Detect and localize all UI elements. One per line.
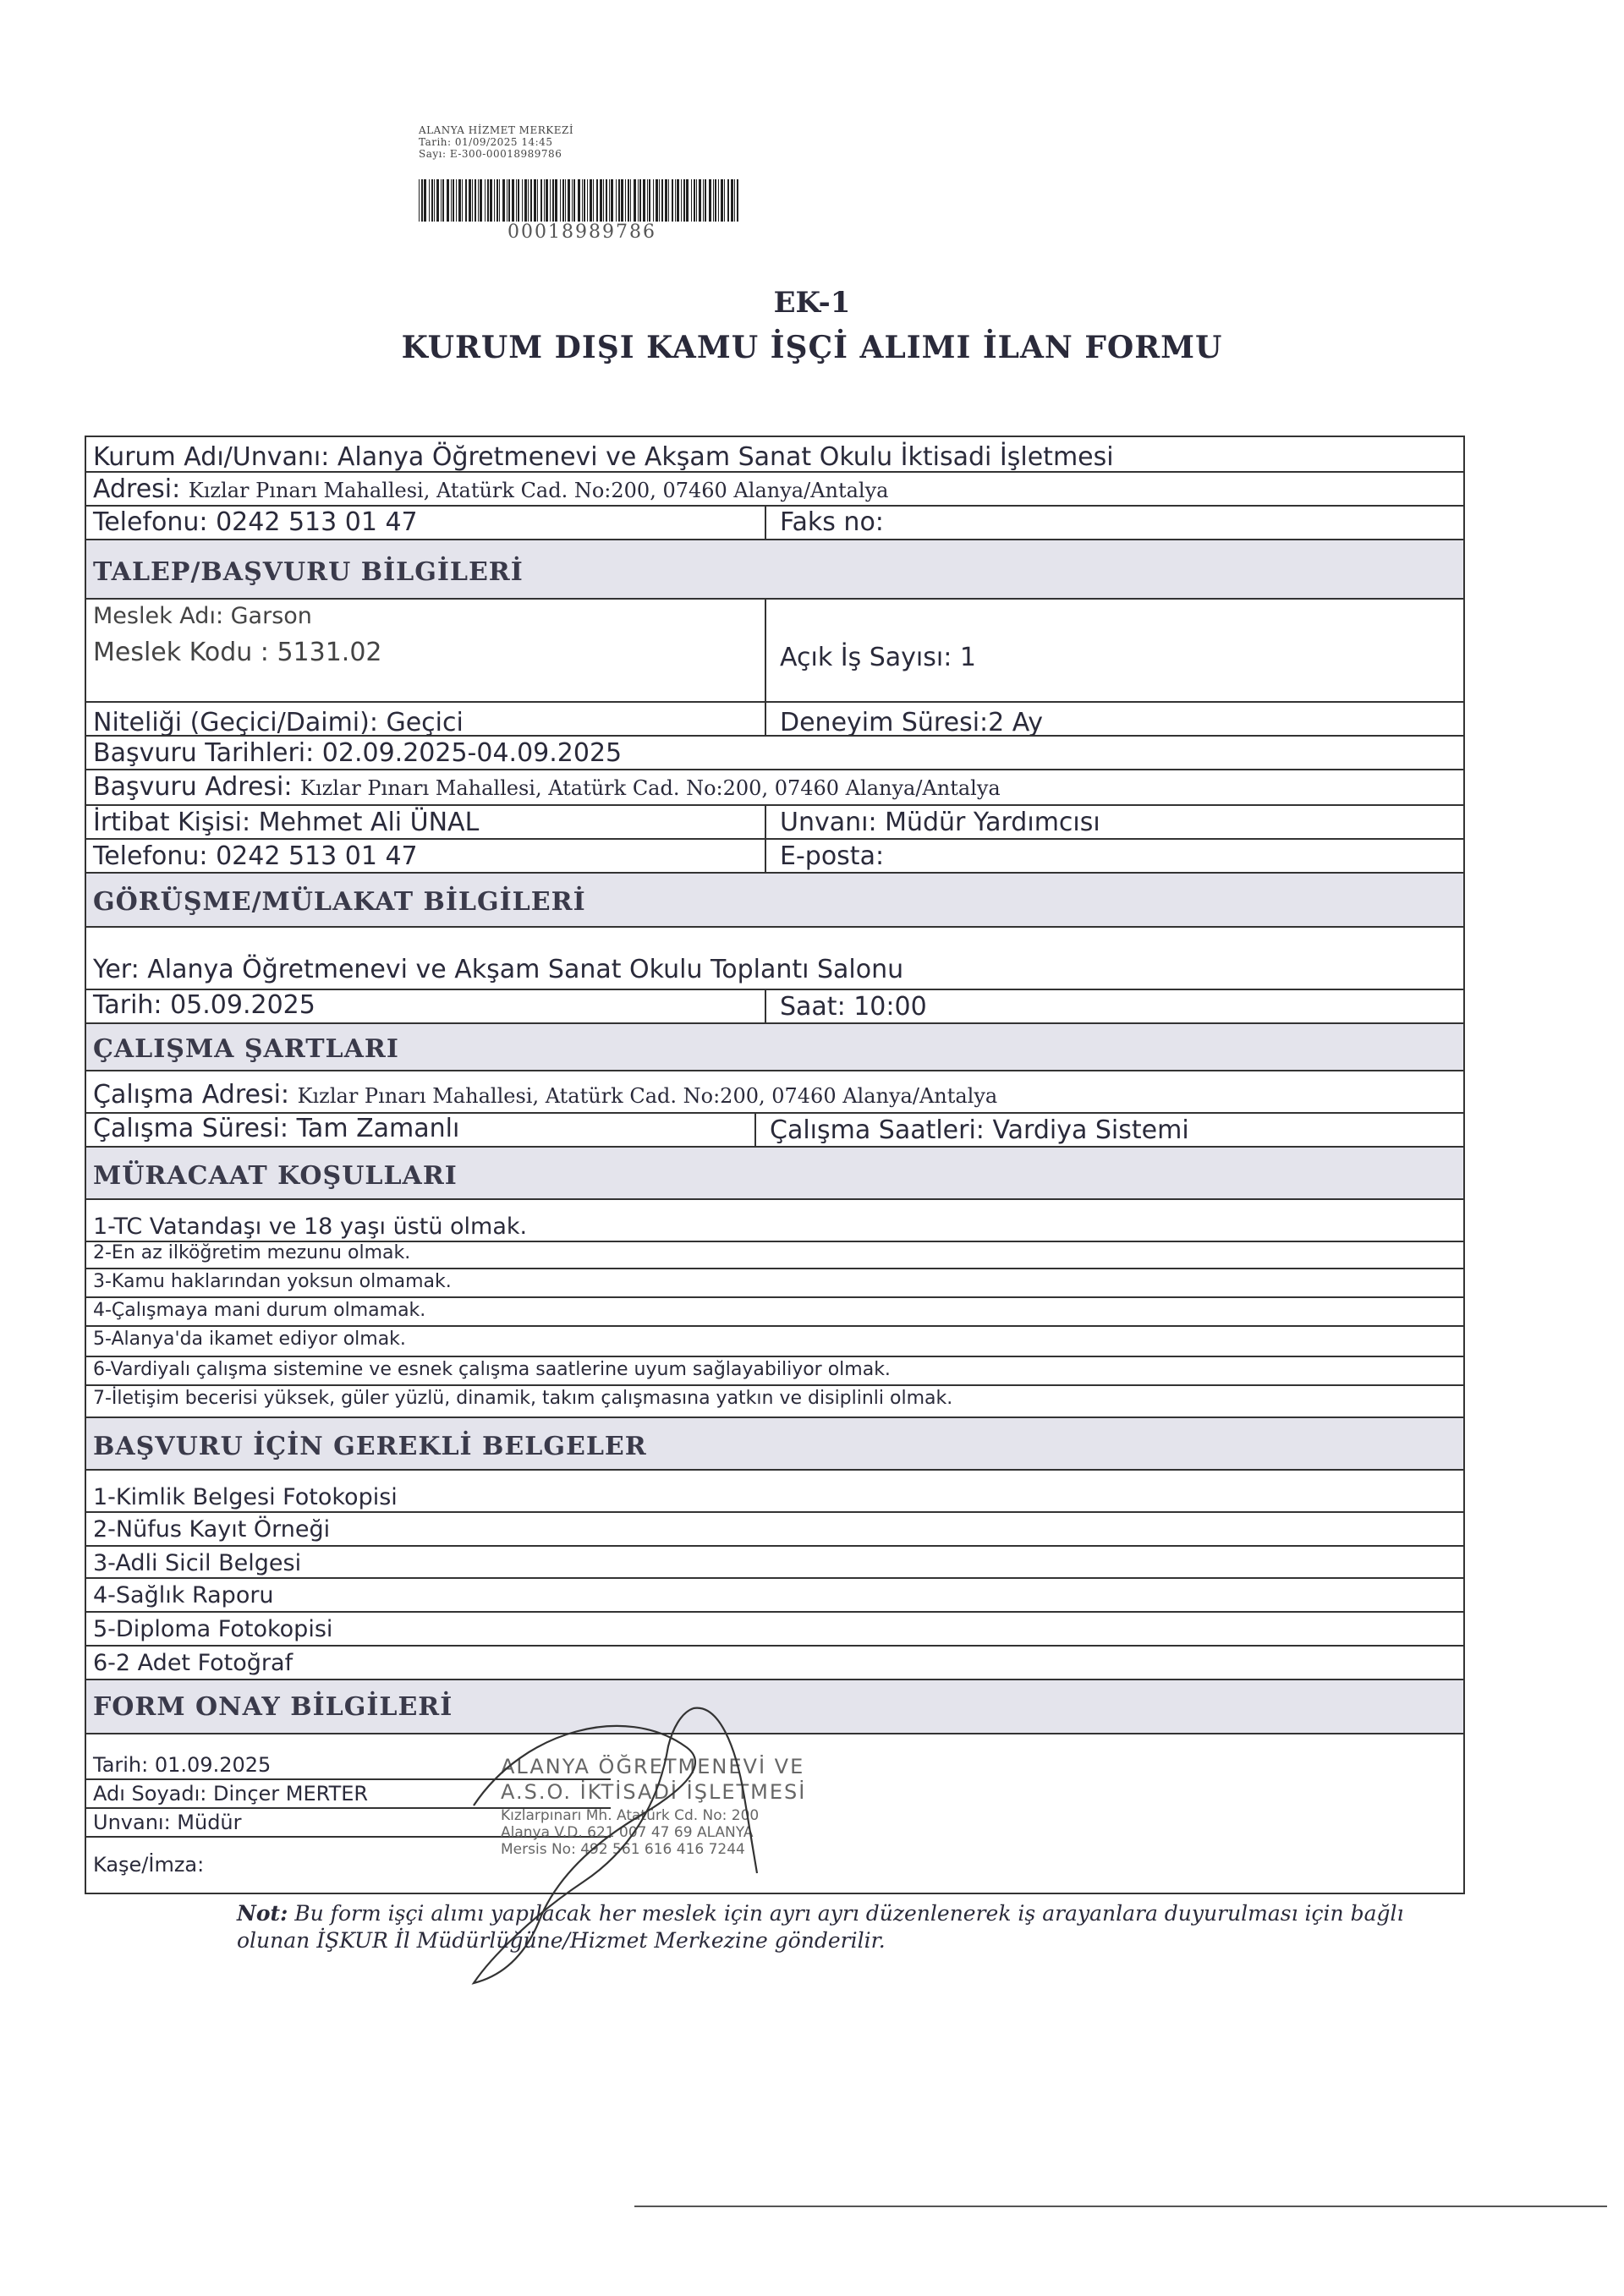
working-address [93, 1080, 997, 1110]
barcode-bar [668, 179, 669, 222]
barcode-bar [653, 179, 654, 222]
institution-fax: Faks no: [780, 507, 884, 537]
interview-place: Yer: Alanya Öğretmenevi ve Akşam Sanat Okulu Toplantı Salonu [93, 955, 904, 984]
barcode-bar [458, 179, 461, 222]
document-item: 6-2 Adet Fotoğraf [93, 1650, 294, 1676]
barcode-bar [587, 179, 588, 222]
section-approval-title: FORM ONAY BİLGİLERİ [93, 1692, 453, 1722]
barcode-bar [540, 179, 542, 222]
barcode-bar [705, 179, 706, 222]
barcode-bar [709, 179, 711, 222]
barcode-bar [436, 179, 439, 222]
footer-note [237, 1900, 1455, 1954]
barcode-bar [656, 179, 658, 222]
institution-address-label: Adresi: [93, 474, 181, 504]
seal-line: Alanya V.D. 621 007 47 69 ALANYA [501, 1824, 754, 1841]
barcode-bar [478, 179, 479, 222]
approval-date: Tarih: 01.09.2025 [93, 1753, 272, 1777]
barcode-bar [562, 179, 564, 222]
barcode-bar [649, 179, 650, 222]
barcode-bar [638, 179, 639, 222]
barcode-bar [647, 179, 648, 222]
institution-address [93, 474, 888, 504]
announcement-form [85, 436, 1465, 1894]
barcode-bar [596, 179, 598, 222]
barcode-bar [621, 179, 623, 222]
barcode-bar [731, 179, 733, 222]
barcode-bar [447, 179, 449, 222]
barcode-bar [609, 179, 610, 222]
barcode-bar [465, 179, 467, 222]
condition-item: 2-En az ilköğretim mezunu olmak. [93, 1242, 411, 1263]
barcode-bar [625, 179, 626, 222]
barcode-bar [442, 179, 444, 222]
document-item: 4-Sağlık Raporu [93, 1582, 274, 1608]
approval-stamp-signature: Kaşe/İmza: [93, 1853, 205, 1877]
barcode-bar [456, 179, 457, 222]
barcode-bar [643, 179, 645, 222]
barcode-bar [507, 179, 508, 222]
section-working-title: ÇALIŞMA ŞARTLARI [93, 1034, 399, 1064]
barcode-bar [451, 179, 452, 222]
working-hours: Çalışma Saatleri: Vardiya Sistemi [770, 1115, 1189, 1145]
job-code: Meslek Kodu : 5131.02 [93, 638, 382, 667]
contact-email: E-posta: [780, 841, 885, 871]
document-item: 3-Adli Sicil Belgesi [93, 1550, 302, 1576]
barcode-bar [603, 179, 604, 222]
application-address-value: Kızlar Pınarı Mahallesi, Atatürk Cad. No:200, 07460 Alanya/Antalya [300, 776, 1001, 800]
barcode-bar [424, 179, 426, 222]
registry-stamp [419, 124, 639, 160]
barcode-bar [634, 179, 636, 222]
condition-item: 3-Kamu haklarından yoksun olmamak. [93, 1271, 452, 1292]
barcode-bar [737, 179, 738, 222]
barcode-bar [434, 179, 435, 222]
barcode-bar [480, 179, 482, 222]
application-address-label: Başvuru Adresi: [93, 772, 293, 802]
barcode-bar [713, 179, 714, 222]
barcode-bar [572, 179, 573, 222]
barcode-bar [508, 179, 510, 222]
barcode-bar [429, 179, 430, 222]
barcode-bar [524, 179, 527, 222]
barcode-bar [530, 179, 532, 222]
barcode-bar [502, 179, 505, 222]
barcode-bar [546, 179, 548, 222]
barcode-bar [528, 179, 529, 222]
barcode-bar [494, 179, 495, 222]
interview-date: Tarih: 05.09.2025 [93, 990, 315, 1020]
barcode-bar [616, 179, 617, 222]
seal-line: Mersis No: 492 561 616 416 7244 [501, 1841, 745, 1858]
barcode-bar [611, 179, 613, 222]
document-item: 2-Nüfus Kayıt Örneği [93, 1516, 331, 1543]
bottom-divider [634, 2206, 1607, 2207]
institution-name-value: Alanya Öğretmenevi ve Akşam Sanat Okulu İktisadi İşletmesi [337, 442, 1114, 472]
document-item: 1-Kimlik Belgesi Fotokopisi [93, 1484, 398, 1510]
barcode-bar [560, 179, 561, 222]
barcode-bar [691, 179, 692, 222]
seal-line: A.S.O. İKTİSADİ İŞLETMESİ [501, 1780, 807, 1804]
institution-address-value: Kızlar Pınarı Mahallesi, Atatürk Cad. No:200, 07460 Alanya/Antalya [188, 479, 889, 502]
form-annex-label: EK-1 [773, 286, 851, 320]
barcode-bar [552, 179, 554, 222]
barcode-bar [718, 179, 719, 222]
barcode-bar [677, 179, 679, 222]
barcode-bar [590, 179, 592, 222]
barcode-bar [681, 179, 682, 222]
experience: Deneyim Süresi:2 Ay [780, 708, 1044, 737]
barcode-bar [534, 179, 536, 222]
condition-item: 4-Çalışmaya mani durum olmamak. [93, 1300, 426, 1321]
barcode-bar [522, 179, 523, 222]
institution-phone: Telefonu: 0242 513 01 47 [93, 507, 418, 537]
barcode-bar [683, 179, 685, 222]
barcode-bar [518, 179, 519, 222]
barcode-bar [593, 179, 594, 222]
institution-name-label: Kurum Adı/Unvanı: [93, 442, 330, 472]
barcode-bar [475, 179, 476, 222]
barcode-bar [497, 179, 498, 222]
contact-person: İrtibat Kişisi: Mehmet Ali ÜNAL [93, 808, 480, 837]
barcode [419, 179, 740, 222]
working-address-value: Kızlar Pınarı Mahallesi, Atatürk Cad. No:200, 07460 Alanya/Antalya [297, 1084, 998, 1108]
barcode-bar [665, 179, 667, 222]
contact-phone: Telefonu: 0242 513 01 47 [93, 841, 418, 871]
barcode-bar [686, 179, 689, 222]
barcode-bar [419, 179, 420, 222]
barcode-bar [606, 179, 607, 222]
barcode-bar [630, 179, 631, 222]
barcode-bar [715, 179, 716, 222]
note-label: Not: [237, 1901, 288, 1926]
barcode-bar [462, 179, 463, 222]
barcode-bar [512, 179, 514, 222]
barcode-bar [550, 179, 551, 222]
barcode-bar [661, 179, 663, 222]
barcode-bar [453, 179, 454, 222]
condition-item: 6-Vardiyalı çalışma sistemine ve esnek çalışma saatlerine uyum sağlayabiliyor olmak. [93, 1359, 891, 1380]
section-request-title: TALEP/BAŞVURU BİLGİLERİ [93, 557, 524, 587]
barcode-bar [555, 179, 557, 222]
stamp-date: Tarih: 01/09/2025 14:45 [419, 136, 553, 148]
barcode-bar [672, 179, 673, 222]
signature [457, 1696, 998, 2017]
barcode-bar [721, 179, 723, 222]
barcode-bar [421, 179, 423, 222]
barcode-bar [578, 179, 580, 222]
section-interview-title: GÖRÜŞME/MÜLAKAT BİLGİLERİ [93, 887, 586, 917]
interview-time: Saat: 10:00 [780, 992, 927, 1022]
barcode-bar [582, 179, 583, 222]
open-positions: Açık İş Sayısı: 1 [780, 643, 976, 672]
form-title: KURUM DIŞI KAMU İŞÇİ ALIMI İLAN FORMU [401, 330, 1223, 365]
barcode-bar [568, 179, 570, 222]
condition-item: 7-İletişim becerisi yüksek, güler yüzlü, dinamik, takım çalışmasına yatkın ve disiplinli olmak. [93, 1388, 953, 1409]
barcode-bar [696, 179, 697, 222]
barcode-bar [469, 179, 471, 222]
barcode-bar [734, 179, 735, 222]
barcode-bar [727, 179, 729, 222]
barcode-bar [487, 179, 489, 222]
barcode-bar [485, 179, 486, 222]
barcode-bar [600, 179, 602, 222]
barcode-bar [544, 179, 545, 222]
application-address [93, 772, 1001, 802]
barcode-bar [537, 179, 538, 222]
barcode-bar [441, 179, 442, 222]
working-duration: Çalışma Süresi: Tam Zamanlı [93, 1114, 460, 1143]
barcode-bar [472, 179, 473, 222]
barcode-bar [659, 179, 660, 222]
stamp-number: Sayı: E-300-00018989786 [419, 148, 562, 160]
working-address-label: Çalışma Adresi: [93, 1080, 290, 1110]
institution-name [93, 442, 1114, 472]
barcode-bar [675, 179, 676, 222]
stamp-office: ALANYA HİZMET MERKEZİ [419, 124, 574, 136]
seal-line: ALANYA ÖĞRETMENEVİ VE [501, 1755, 805, 1778]
barcode-number: 00018989786 [508, 222, 656, 243]
approval-title: Unvanı: Müdür [93, 1811, 242, 1834]
barcode-bar [573, 179, 575, 222]
note-text: Bu form işçi alımı yapılacak her meslek için ayrı ayrı düzenlenerek iş arayanlara duyurulması için bağlı olunan İŞKUR İl Müdürlüğüne/Hizmet Merkezine gönderilir. [237, 1901, 1404, 1953]
application-dates: Başvuru Tarihleri: 02.09.2025-04.09.2025 [93, 738, 623, 768]
barcode-bar [628, 179, 629, 222]
barcode-bar [703, 179, 704, 222]
section-documents-title: BAŞVURU İÇİN GEREKLİ BELGELER [93, 1432, 647, 1461]
barcode-bar [618, 179, 620, 222]
barcode-bar [516, 179, 517, 222]
barcode-bar [639, 179, 641, 222]
barcode-bar [565, 179, 566, 222]
job-nature: Niteliği (Geçici/Daimi): Geçici [93, 708, 464, 737]
barcode-bar [584, 179, 585, 222]
seal-line: Kızlarpınarı Mh. Atatürk Cd. No: 200 [501, 1807, 760, 1824]
job-name: Meslek Adı: Garson [93, 603, 312, 629]
barcode-bar [699, 179, 701, 222]
barcode-bar [499, 179, 500, 222]
approval-name: Adı Soyadı: Dinçer MERTER [93, 1782, 369, 1806]
barcode-bar [724, 179, 725, 222]
section-conditions-title: MÜRACAAT KOŞULLARI [93, 1161, 458, 1191]
condition-item: 1-TC Vatandaşı ve 18 yaşı üstü olmak. [93, 1214, 528, 1240]
document-item: 5-Diploma Fotokopisi [93, 1616, 333, 1642]
condition-item: 5-Alanya'da ikamet ediyor olmak. [93, 1329, 406, 1350]
barcode-bar [694, 179, 695, 222]
barcode-bar [431, 179, 433, 222]
barcode-bar [490, 179, 492, 222]
contact-title: Unvanı: Müdür Yardımcısı [780, 808, 1100, 837]
